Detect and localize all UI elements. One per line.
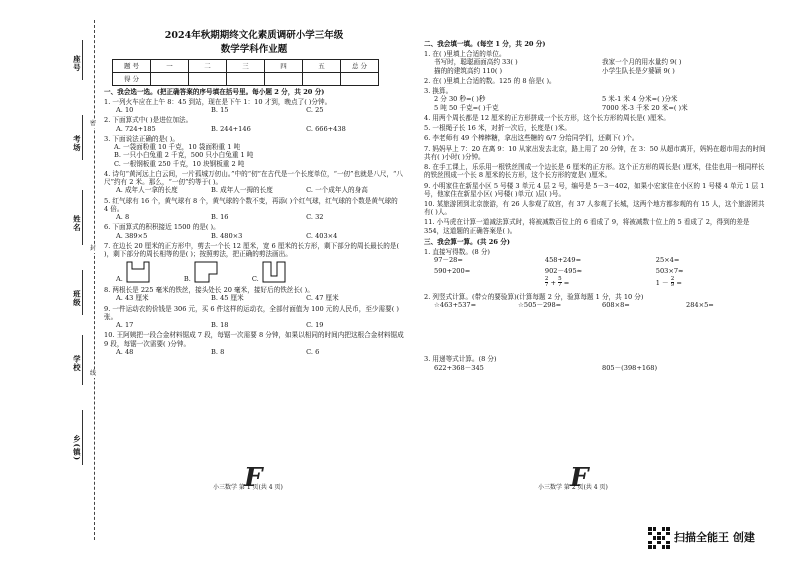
fill-9: 9. 小明家住在新星小区 5 号楼 3 单元 4 层 2 号，编号是 5－3－402，如果小宏家住在小区的 1 号楼 4 单元 1 层 1 号，他家住在新星小区( )号楼( )单元( )层( )号。 (424, 181, 765, 198)
option: C. 403×4 (306, 231, 338, 240)
calc-item: 608×8= (602, 301, 630, 310)
question-10: 10. 王阿姨把一段合金材料锯成 7 段，每锯一次需要 8 分钟，如果以相同的时间内把这根合金材料锯成 9 段，每锯一次需要( )分钟。 (104, 331, 404, 348)
seal-word-1: 密 (90, 120, 97, 127)
field-line-town (82, 410, 83, 465)
fill-8: 8. 在手工课上，乐乐用一根铁丝围成一个边长是 6 厘米的正方形。这个正方形的周长是( )厘米，佳佳也用一根同样长的铁丝围成一个长 8 厘米的长方形，这个长方形的宽是( )厘米。 (424, 163, 765, 180)
label-name: 姓名 (72, 215, 82, 232)
shape-a-icon (126, 261, 150, 283)
section-3-heading: 三、我会算一算。(共 26 分) (424, 237, 510, 246)
calc-3-heading: 3. 用递等式计算。(8 分) (424, 355, 497, 364)
fill-item: 小学生队长是夕婆颖 9( ) (602, 66, 675, 75)
field-line-name (82, 190, 83, 245)
shape-c-icon (262, 261, 286, 283)
calc-item: 284×5= (686, 301, 714, 310)
option: A. 10 (116, 106, 134, 115)
field-line-seat (82, 40, 83, 80)
calc-item: 97－28= (434, 256, 463, 265)
right-page (424, 38, 770, 372)
score-row-label: 得 分 (113, 72, 151, 85)
option: B. 15 (211, 106, 229, 115)
shape-b-icon (194, 261, 218, 283)
option: C. (251, 274, 259, 283)
option: A. 48 (116, 347, 134, 356)
calc-fraction-b: 1 － $\frac{2}{9}$ = (655, 275, 682, 289)
cut-shapes (104, 261, 404, 283)
option: A. 724+185 (116, 124, 156, 133)
score-cell[interactable] (303, 72, 341, 85)
seal-word-3: 线 (90, 370, 97, 377)
question-1: 1. 一列火车应在上午 8：45 到站，现在是下午 1：10 才到，晚点了( )分钟。 (104, 97, 332, 106)
fill-item: 我家一个月的用水量约 9( ) (602, 58, 682, 67)
fill-2: 2. 在( )里填上合适的数。125 的 8 倍是( )。 (424, 76, 556, 85)
exam-subtitle: 数学学科作业题 (220, 43, 288, 55)
option: A. 一袋面粉重 10 千克，10 袋面粉重 1 吨 (114, 143, 241, 152)
scanner-label: 扫描全能王 创建 (674, 531, 755, 545)
fill-1: 1. 在( )里填上合适的单位。 (424, 50, 506, 59)
fill-10: 10. 某旅游团到北京旅游，有 26 人参观了故宫，有 37 人参观了长城，这两个地方都参观的有 15 人，这个旅游团共有( )人。 (424, 199, 765, 217)
footer-right: 小三数学 第 2 页(共 4 页) (538, 484, 608, 491)
calc-item: ☆463+537= (434, 301, 477, 310)
score-table (112, 59, 379, 86)
option: A. 17 (116, 321, 134, 330)
option: B. 成年人一拇的长度 (211, 186, 273, 195)
option: A. 43 厘米 (116, 294, 149, 303)
label-exam-room: 考场 (72, 135, 82, 152)
calc-item: 25×4= (655, 256, 680, 265)
fill-item: 5 米-1 米 4 分米=( )分米 (602, 95, 678, 104)
section-1-heading: 一、我会选一选。(把正确答案的序号填在括号里。每小题 2 分，共 20 分) (104, 87, 325, 96)
score-cell[interactable] (265, 72, 303, 85)
question-4: 4. 诗句“黄河远上白云间，一片孤城万仞山。”中的“仞”在古代是一个长度单位，“一仞”也就是八尺，“八尺”约有 2 米。那么，“一仞”约等于( )。 (104, 169, 404, 187)
qr-code-icon (648, 527, 670, 549)
calc-2-heading: 2. 列竖式计算。(带☆的要验算)(计算每题 2 分，验算每题 1 分，共 10 分) (424, 292, 644, 301)
score-header-cell: 五 (303, 59, 341, 72)
page-mark-left: F (244, 463, 263, 493)
option: C. 25 (306, 106, 324, 115)
oral-calc-grid (424, 256, 770, 290)
field-line-class (82, 270, 83, 315)
work-space[interactable] (424, 311, 770, 353)
calc-item: 805－(398+168) (602, 363, 658, 372)
option: A. (116, 274, 123, 283)
calc-item: 590+200= (434, 266, 471, 275)
option: B. 16 (211, 213, 229, 222)
left-page (104, 30, 404, 356)
calc-item: 458+249= (544, 256, 582, 265)
option: B. 480×3 (211, 231, 243, 240)
label-class: 班级 (72, 290, 82, 307)
seal-cut-line (94, 20, 95, 540)
question-8: 8. 两根长是 225 毫米的铁丝，接头处长 20 毫米，接好后的铁丝长( )。 (104, 286, 314, 295)
score-header-cell: 二 (189, 59, 227, 72)
score-header-cell: 四 (265, 59, 303, 72)
calc-item: 902－495≈ (544, 266, 583, 275)
option: C. 一根钢板重 250 千克，10 块钢板重 2 吨 (114, 159, 245, 168)
option: C. 32 (306, 213, 324, 222)
calc-1-heading: 1. 直接写得数。(8 分) (424, 248, 490, 257)
scanner-watermark (648, 527, 755, 549)
field-line-school (82, 335, 83, 385)
label-seat-number: 座号 (72, 55, 82, 72)
question-5: 5. 红气球有 16 个，黄气球有 8 个，黄气球的个数不变，再添( )个红气球，红气球的个数是黄气球的 4 倍。 (104, 196, 398, 213)
option: B. 45 厘米 (211, 294, 244, 303)
option: C. 19 (306, 321, 324, 330)
fill-item: 5 吨 50 千克=( )千克 (434, 103, 499, 112)
fill-4: 4. 用两个周长都是 12 厘米的正方形拼成一个长方形，这个长方形的周长是( )厘米。 (424, 113, 670, 122)
calc-item: 503×7≈ (655, 266, 684, 275)
score-header-cell: 总 分 (341, 59, 379, 72)
option: B. (183, 274, 191, 283)
question-6: 6. 下面算式的积积接近 1500 的是( )。 (104, 223, 220, 232)
fill-item: 2 分 30 秒=( )秒 (434, 95, 486, 104)
exam-title: 2024年秋期期终文化素质调研小学三年级 (164, 30, 344, 41)
calc-item (434, 277, 545, 289)
option: C. 666+438 (306, 124, 346, 133)
footer-left: 小三数学 第 1 页(共 4 页) (213, 484, 283, 491)
calc-item: 622+368－345 (434, 363, 484, 372)
option: A. 成年人一拿的长度 (116, 186, 178, 195)
option: B. 一只小白兔重 2 千克，500 只小白兔重 1 吨 (114, 151, 254, 160)
option: B. 8 (211, 347, 225, 356)
question-2: 2. 下面算式中( )是进位加法。 (104, 116, 193, 125)
question-7: 7. 在边长 20 厘米的正方形中，剪去一个长 12 厘米，宽 6 厘米的长方形，剩下部分的周长最长的是( )，剩下部分的周长相等的是( )；按照剪法，把正确的剪法画出。 (104, 241, 400, 258)
fill-5: 5. 一根绳子长 16 米，对折一次后，长度是( )米。 (424, 124, 571, 133)
score-cell[interactable] (227, 72, 265, 85)
option: B. 244+146 (211, 124, 251, 133)
question-9: 9. 一件运动衣的价钱是 306 元，买 6 件这样的运动衣，全部付面值为 100 元的人民币，至少需要( )张。 (104, 304, 399, 321)
calc-fraction-a: $\frac{2}{7}$ + $\frac{5}{7}$ = (544, 275, 570, 289)
page-mark-right: F (570, 463, 589, 493)
section-2-heading: 二、我会填一填。(每空 1 分，共 20 分) (424, 40, 546, 48)
option: B. 18 (211, 321, 229, 330)
option: C. 6 (306, 347, 320, 356)
question-3: 3. 下面说法正确的是( )。 (104, 134, 179, 143)
score-cell[interactable] (151, 72, 189, 85)
option: A. 8 (116, 213, 130, 222)
fill-item: 7000 米-3 千米 20 米=( )米 (602, 103, 688, 112)
vertical-calc-row (424, 301, 770, 311)
label-school: 学校 (72, 355, 82, 372)
fill-7: 7. 妈妈早上 7：20 在离 9：10 从家出发去北京，路上用了 20 分钟，在 3：50 从超市离开，妈妈在超市用去的时间共有( )小时( )分钟。 (424, 144, 766, 161)
fill-item: 描的的建筑高约 110( ) (434, 66, 503, 75)
fill-11: 11. 小马虎在计算一道减法算式时，将被减数百位上的 6 看成了 9，将被减数十位上的 5 看成了 2，得到的差是 354，这道题的正确答案是( )。 (424, 218, 750, 235)
option: C. 一个成年人的身高 (306, 186, 368, 195)
calc-item: ☆505－298= (518, 301, 562, 310)
fill-6: 6. 李老师有 49 个棒棒糖，拿出这些糖的 6/7 分给同学们，还剩下( )个。 (424, 134, 639, 143)
fill-3: 3. 换算。 (424, 87, 453, 96)
option: A. 389×5 (116, 231, 148, 240)
score-header-cell: 三 (227, 59, 265, 72)
score-header-cell: 一 (151, 59, 189, 72)
option: C. 47 厘米 (306, 294, 339, 303)
score-header-cell: 题 号 (113, 59, 151, 72)
label-township: 乡(镇) (72, 435, 82, 462)
score-cell[interactable] (189, 72, 227, 85)
field-line-room (82, 115, 83, 160)
fill-item: 书写时，聪聪画面高约 33( ) (434, 58, 518, 67)
score-cell[interactable] (341, 72, 379, 85)
seal-word-2: 封 (90, 245, 97, 252)
